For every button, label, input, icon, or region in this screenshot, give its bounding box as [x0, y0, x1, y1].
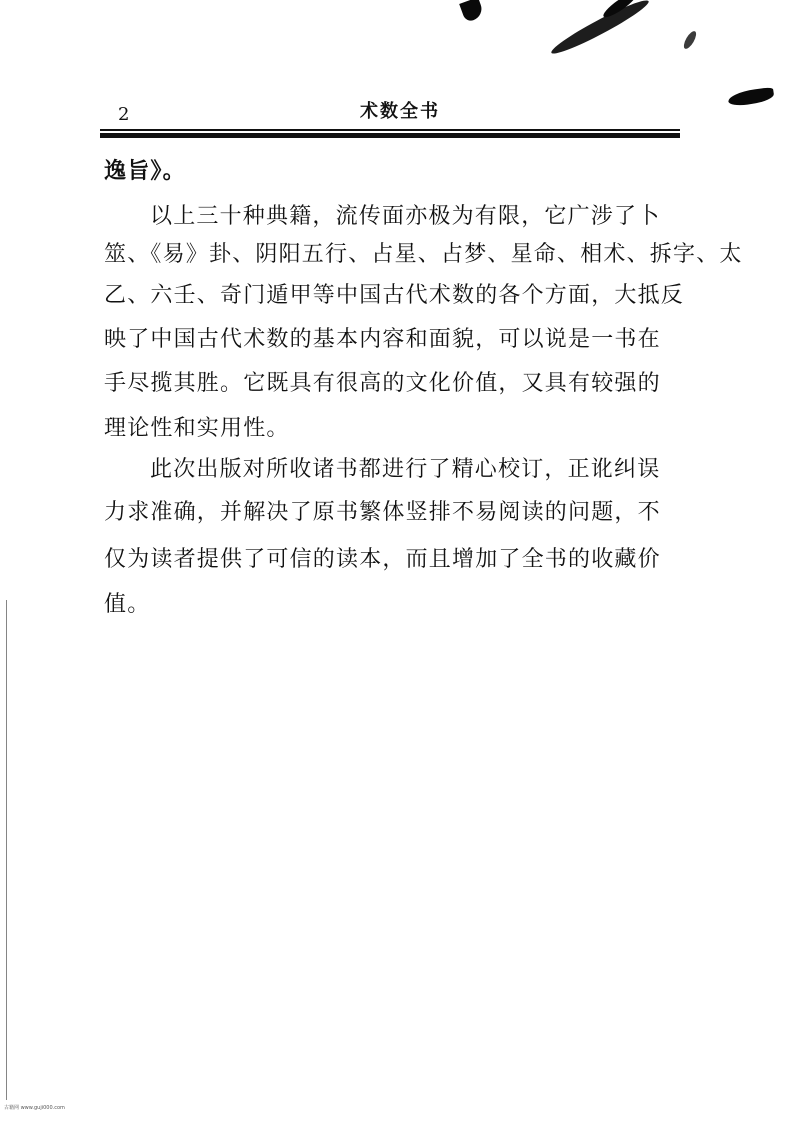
running-title: 术数全书	[360, 101, 440, 122]
page-edge-line	[6, 600, 7, 1100]
text-line: 以上三十种典籍，流传面亦极为有限，它广涉了卜	[150, 204, 661, 229]
scan-smudge	[459, 0, 485, 23]
scan-smudge	[682, 29, 699, 50]
site-watermark: 古籍网 www.guji000.com	[4, 1105, 65, 1111]
text-line: 手尽揽其胜。它既具有很高的文化价值，又具有较强的	[104, 371, 661, 396]
text-line: 乙、六壬、奇门遁甲等中国古代术数的各个方面，大抵反	[104, 283, 685, 308]
header-rule-thin	[100, 129, 680, 131]
page-number: 2	[118, 104, 130, 125]
scan-smudge	[727, 87, 775, 107]
text-line: 映了中国古代术数的基本内容和面貌，可以说是一书在	[104, 327, 661, 352]
text-line: 筮、《易》卦、阴阳五行、占星、占梦、星命、相术、拆字、太	[104, 242, 743, 267]
text-line: 理论性和实用性。	[104, 416, 290, 441]
header-rule-thick	[100, 133, 680, 138]
text-line: 逸旨》。	[104, 158, 186, 184]
text-line: 仅为读者提供了可信的读本，而且增加了全书的收藏价	[104, 547, 661, 572]
scan-smudge	[548, 0, 652, 59]
text-line: 此次出版对所收诸书都进行了精心校订，正讹纠误	[150, 457, 661, 482]
text-line: 力求准确，并解决了原书繁体竖排不易阅读的问题，不	[104, 500, 661, 525]
text-line: 值。	[104, 592, 151, 617]
